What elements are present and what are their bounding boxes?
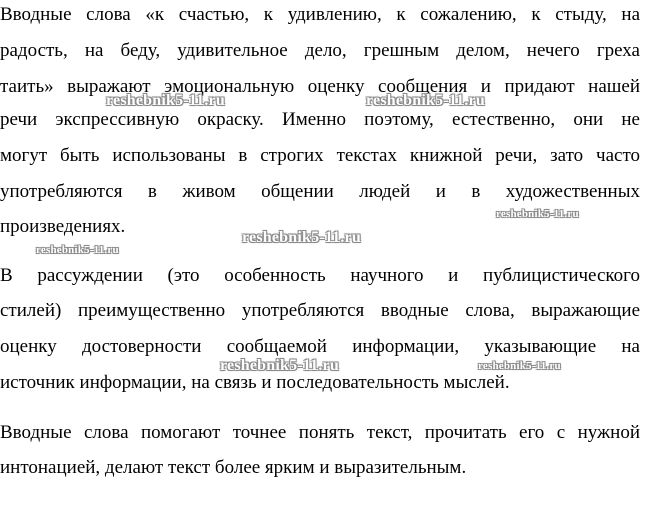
paragraph-2-line-1: В рассуждении (это особенность научного и публицистического bbox=[0, 265, 640, 286]
watermark: reshebnik5-11.ru bbox=[220, 357, 339, 374]
paragraph-1-line-2: радость, на беду, удивительное дело, грешным делом, нечего греха bbox=[0, 40, 640, 61]
paragraph-1-line-4: речи экспрессивную окраску. Именно поэтому, естественно, они не bbox=[0, 109, 640, 130]
paragraph-3-line-2: интонацией, делают текст более ярким и выразительным. bbox=[0, 457, 467, 478]
paragraph-1-line-3: таить» выражают эмоциональную оценку сообщения и придают нашей bbox=[0, 76, 640, 97]
paragraph-1-line-5: могут быть использованы в строгих текстах книжной речи, зато часто bbox=[0, 145, 640, 166]
watermark: reshebnik5-11.ru bbox=[36, 244, 119, 256]
watermark: reshebnik5-11.ru bbox=[106, 92, 225, 109]
watermark: reshebnik5-11.ru bbox=[242, 229, 361, 246]
paragraph-2-line-2: стилей) преимущественно употребляются вводные слова, выражающие bbox=[0, 300, 640, 321]
paragraph-1-line-6: употребляются в живом общении людей и в художественных bbox=[0, 181, 640, 202]
paragraph-2-line-3: оценку достоверности сообщаемой информации, указывающие на bbox=[0, 336, 640, 357]
paragraph-2-line-4: источник информации, на связь и последовательность мыслей. bbox=[0, 372, 510, 393]
paragraph-1-line-1: Вводные слова «к счастью, к удивлению, к сожалению, к стыду, на bbox=[0, 4, 640, 25]
paragraph-1-line-7: произведениях. bbox=[0, 216, 126, 237]
watermark: reshebnik5-11.ru bbox=[478, 360, 561, 372]
watermark: reshebnik5-11.ru bbox=[496, 208, 579, 220]
watermark: reshebnik5-11.ru bbox=[366, 92, 485, 109]
paragraph-3-line-1: Вводные слова помогают точнее понять текст, прочитать его с нужной bbox=[0, 422, 640, 443]
